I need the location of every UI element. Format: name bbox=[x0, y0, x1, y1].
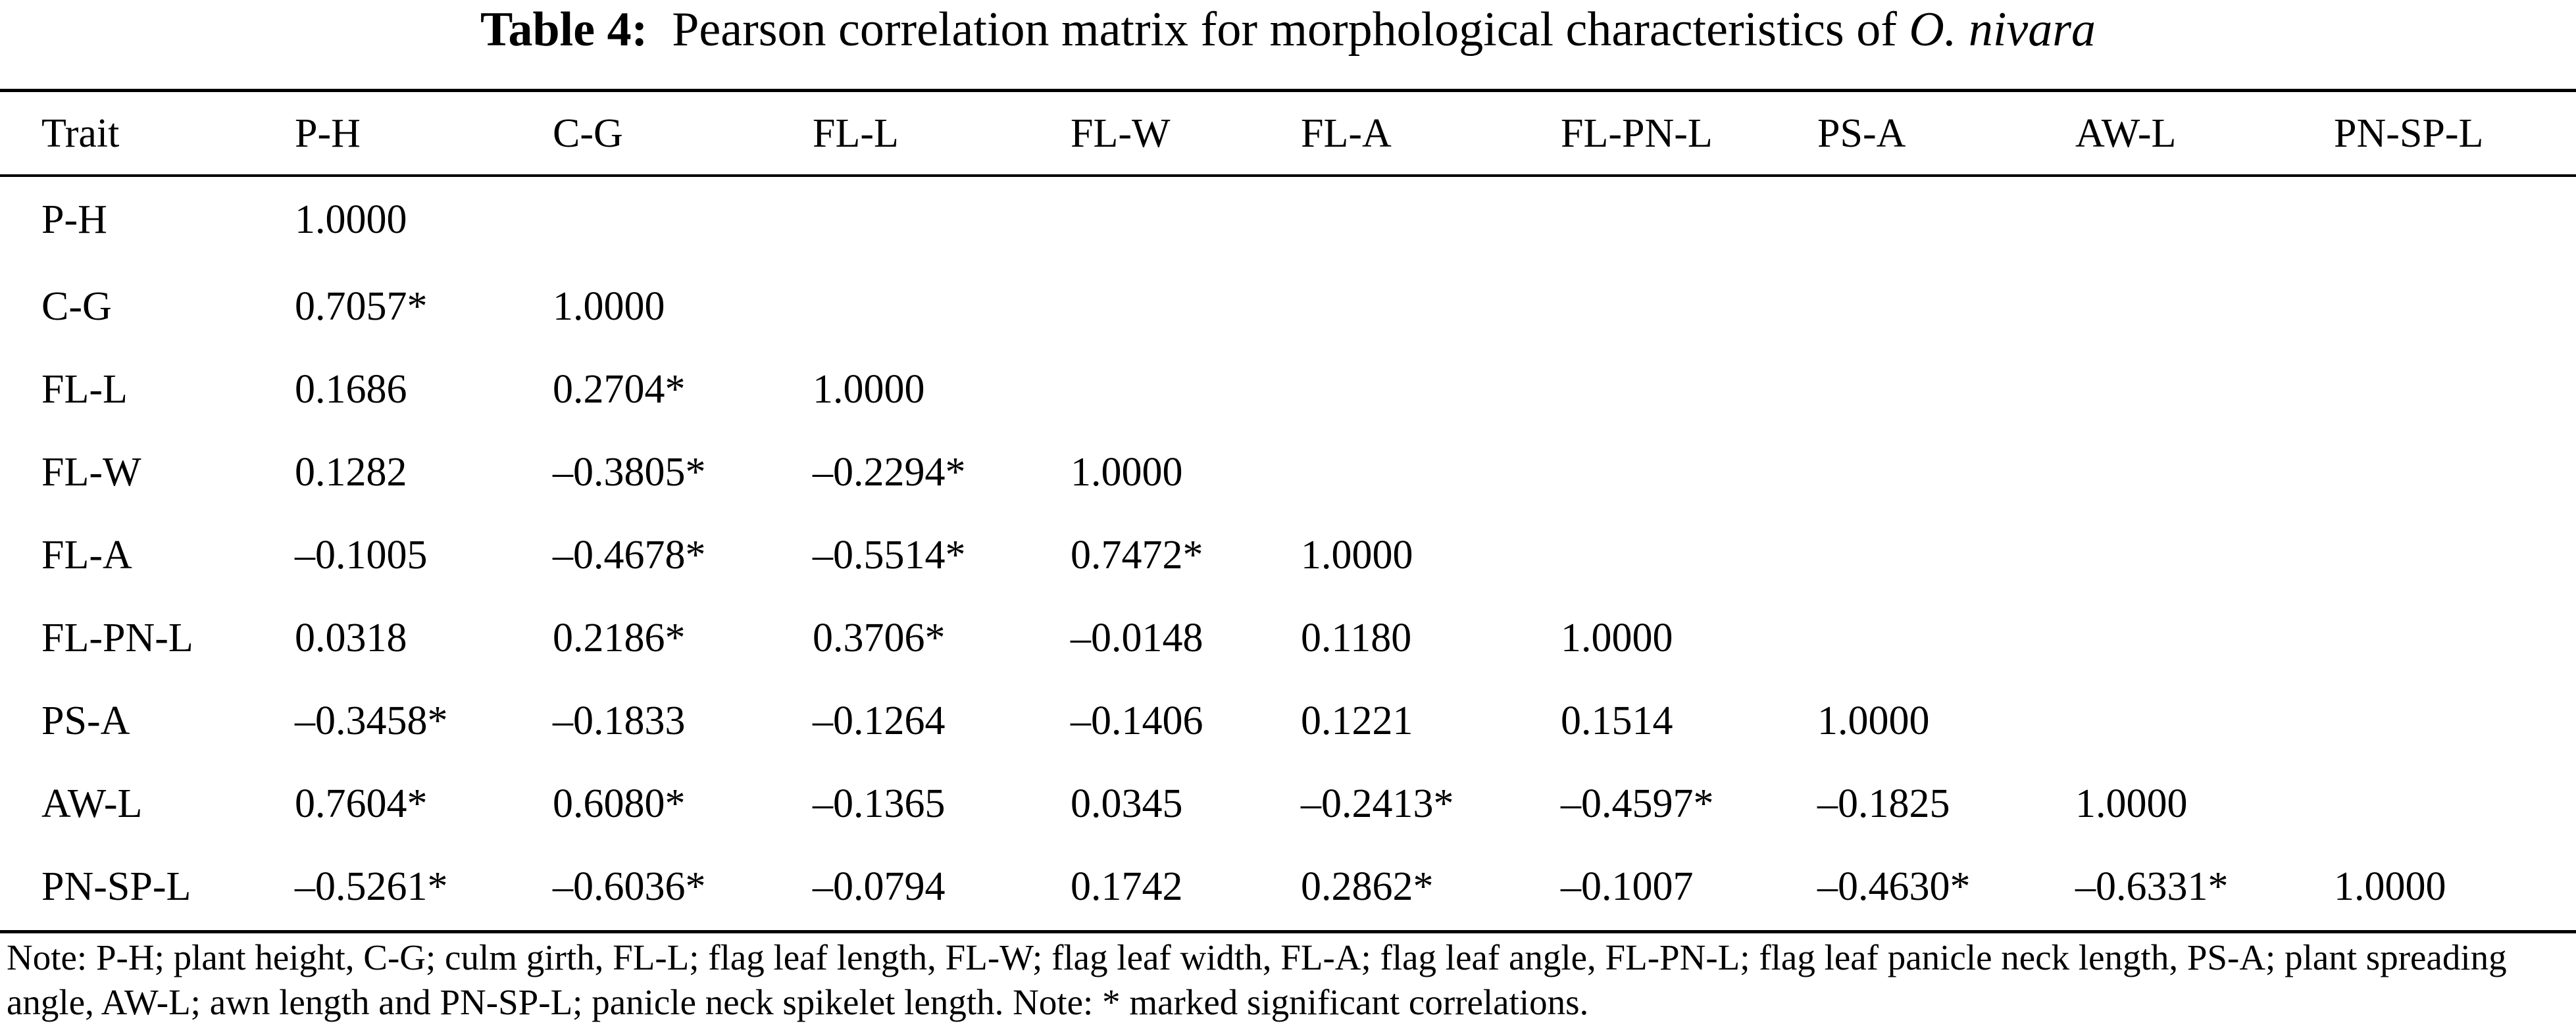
column-header: PS-A bbox=[1817, 111, 1906, 156]
table-cell: –0.1007 bbox=[1561, 864, 1694, 909]
column-header: C-G bbox=[553, 111, 623, 156]
column-header: Trait bbox=[41, 111, 120, 156]
table-row bbox=[0, 762, 2576, 845]
table-cell bbox=[1301, 348, 1561, 431]
table-cell: 1.0000 bbox=[2075, 781, 2188, 826]
column-header: FL-L bbox=[813, 111, 899, 156]
column-header: FL-W bbox=[1071, 111, 1171, 156]
table-cell bbox=[2334, 514, 2576, 597]
table-cell: 0.2862* bbox=[1301, 864, 1434, 909]
table-cell: 1.0000 bbox=[1561, 615, 1673, 660]
table-cell bbox=[1071, 265, 1301, 348]
row-label: FL-A bbox=[41, 532, 132, 578]
table-cell bbox=[1817, 174, 2075, 265]
table-cell bbox=[2334, 597, 2576, 679]
column-header: FL-A bbox=[1301, 111, 1392, 156]
table-cell: –0.6036* bbox=[553, 864, 706, 909]
table-cell: 0.1742 bbox=[1071, 864, 1183, 909]
bottom-rule bbox=[0, 930, 2576, 933]
caption-text: Pearson correlation matrix for morphological characteristics of bbox=[672, 3, 1897, 57]
table-cell bbox=[1301, 431, 1561, 514]
table-cell: –0.1406 bbox=[1071, 698, 1203, 743]
table-cell: –0.2294* bbox=[813, 449, 966, 495]
table-row bbox=[0, 679, 2576, 762]
table-cell bbox=[1561, 174, 1817, 265]
table-cell: 0.1686 bbox=[295, 366, 407, 412]
table-cell bbox=[553, 174, 813, 265]
table-cell bbox=[1301, 174, 1561, 265]
table-cell: 1.0000 bbox=[1817, 698, 1930, 743]
table-body bbox=[0, 174, 2576, 928]
table-cell: –0.5514* bbox=[813, 532, 966, 578]
row-label: FL-W bbox=[41, 449, 141, 495]
table-cell: 1.0000 bbox=[1071, 449, 1183, 495]
top-rule bbox=[0, 89, 2576, 92]
table-cell: –0.0148 bbox=[1071, 615, 1203, 660]
table-row bbox=[0, 845, 2576, 928]
table-cell: –0.1365 bbox=[813, 781, 946, 826]
table-cell: 0.6080* bbox=[553, 781, 686, 826]
row-label: AW-L bbox=[41, 781, 143, 826]
table-cell bbox=[2334, 348, 2576, 431]
row-label: FL-PN-L bbox=[41, 615, 193, 660]
table-cell bbox=[1071, 174, 1301, 265]
table-cell bbox=[1817, 431, 2075, 514]
table-cell: 0.2704* bbox=[553, 366, 686, 412]
table-cell: 0.1514 bbox=[1561, 698, 1673, 743]
row-label: PN-SP-L bbox=[41, 864, 191, 909]
table-cell: –0.5261* bbox=[295, 864, 448, 909]
table-cell bbox=[2334, 679, 2576, 762]
table-cell bbox=[2075, 265, 2334, 348]
table-cell bbox=[1071, 348, 1301, 431]
row-label: PS-A bbox=[41, 698, 130, 743]
table-cell bbox=[2075, 679, 2334, 762]
table-cell bbox=[2334, 174, 2576, 265]
table-row bbox=[0, 597, 2576, 679]
table-cell bbox=[1301, 265, 1561, 348]
correlation-table bbox=[0, 93, 2576, 928]
table-cell bbox=[1817, 348, 2075, 431]
table-header-row bbox=[0, 93, 2576, 174]
table-cell: 1.0000 bbox=[553, 283, 665, 329]
column-header: FL-PN-L bbox=[1561, 111, 1713, 156]
table-cell: 1.0000 bbox=[2334, 864, 2446, 909]
table-cell: 1.0000 bbox=[1301, 532, 1413, 578]
table-row bbox=[0, 514, 2576, 597]
table-cell: –0.1264 bbox=[813, 698, 946, 743]
table-cell bbox=[2334, 762, 2576, 845]
table-cell: –0.1005 bbox=[295, 532, 428, 578]
table-cell: 0.2186* bbox=[553, 615, 686, 660]
table-note: Note: P-H; plant height, C-G; culm girth, FL-L; flag leaf length, FL-W; flag leaf width, FL-A; flag leaf angle, FL-PN-L; flag leaf panicle neck length, PS-A; plant spreading angle, AW-L; awn length and PN-SP-L; panicle neck spikelet length. Note: * marked significant correlations. bbox=[7, 937, 2507, 1022]
table-cell: –0.1833 bbox=[553, 698, 686, 743]
column-header: AW-L bbox=[2075, 111, 2177, 156]
table-cell bbox=[813, 174, 1071, 265]
table-cell bbox=[2075, 514, 2334, 597]
table-row bbox=[0, 348, 2576, 431]
table-cell: 1.0000 bbox=[813, 366, 925, 412]
table-cell: 0.7472* bbox=[1071, 532, 1203, 578]
table-cell bbox=[2334, 431, 2576, 514]
table-cell: 0.0345 bbox=[1071, 781, 1183, 826]
table-cell: 0.1282 bbox=[295, 449, 407, 495]
row-label: FL-L bbox=[41, 366, 128, 412]
table-cell: 0.7604* bbox=[295, 781, 428, 826]
table-cell: –0.2413* bbox=[1301, 781, 1454, 826]
table-cell: 0.1221 bbox=[1301, 698, 1413, 743]
table-row bbox=[0, 174, 2576, 265]
table-cell: –0.3805* bbox=[553, 449, 706, 495]
table-cell bbox=[2075, 597, 2334, 679]
table-cell bbox=[1561, 265, 1817, 348]
table-row bbox=[0, 265, 2576, 348]
table-cell bbox=[2075, 431, 2334, 514]
table-cell bbox=[1817, 265, 2075, 348]
table-cell bbox=[1817, 514, 2075, 597]
table-cell: –0.4597* bbox=[1561, 781, 1714, 826]
table-caption bbox=[0, 0, 2576, 66]
row-label: P-H bbox=[41, 197, 107, 242]
table-cell bbox=[2075, 174, 2334, 265]
caption-species: O. nivara bbox=[1909, 3, 2096, 57]
row-label: C-G bbox=[41, 283, 112, 329]
table-cell: –0.0794 bbox=[813, 864, 946, 909]
table-cell: –0.6331* bbox=[2075, 864, 2229, 909]
table-cell: –0.3458* bbox=[295, 698, 448, 743]
table-cell: 1.0000 bbox=[295, 197, 407, 242]
table-cell: 0.7057* bbox=[295, 283, 428, 329]
table-cell: 0.0318 bbox=[295, 615, 407, 660]
table-cell bbox=[1561, 348, 1817, 431]
table-cell bbox=[1817, 597, 2075, 679]
table-row bbox=[0, 431, 2576, 514]
column-header: PN-SP-L bbox=[2334, 111, 2484, 156]
table-cell: 0.1180 bbox=[1301, 615, 1412, 660]
table-cell bbox=[813, 265, 1071, 348]
table-cell: 0.3706* bbox=[813, 615, 946, 660]
table-cell: –0.1825 bbox=[1817, 781, 1950, 826]
table-cell bbox=[2075, 348, 2334, 431]
table-cell: –0.4678* bbox=[553, 532, 706, 578]
table-cell bbox=[2334, 265, 2576, 348]
caption-label: Table 4: bbox=[480, 3, 648, 57]
column-header: P-H bbox=[295, 111, 361, 156]
table-cell: –0.4630* bbox=[1817, 864, 1971, 909]
table-cell bbox=[1561, 431, 1817, 514]
table-cell bbox=[1561, 514, 1817, 597]
